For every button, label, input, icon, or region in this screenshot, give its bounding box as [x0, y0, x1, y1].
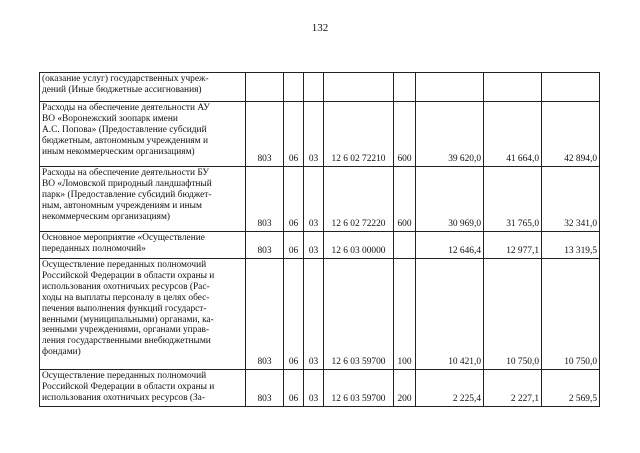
- subsection-code: 03: [304, 370, 324, 407]
- target-article-code: [324, 73, 394, 102]
- amount-year-2: 41 664,0: [484, 102, 542, 167]
- section-code: [284, 73, 304, 102]
- subsection-code: 03: [304, 167, 324, 232]
- ministry-code: 803: [246, 370, 284, 407]
- row-description: (оказание услуг) государственных учреж- дений (Иные бюджетные ассигнования): [40, 73, 246, 102]
- amount-year-3: 2 569,5: [542, 370, 600, 407]
- expense-type-code: 600: [394, 102, 416, 167]
- ministry-code: 803: [246, 102, 284, 167]
- table-row: [40, 167, 600, 232]
- table-row: [40, 259, 600, 370]
- table-row: [40, 73, 600, 102]
- table-row: [40, 232, 600, 259]
- ministry-code: [246, 73, 284, 102]
- subsection-code: 03: [304, 232, 324, 259]
- amount-year-3: 10 750,0: [542, 259, 600, 370]
- amount-year-2: 2 227,1: [484, 370, 542, 407]
- amount-year-1: 10 421,0: [416, 259, 484, 370]
- section-code: 06: [284, 259, 304, 370]
- row-description: Основное мероприятие «Осуществление переданных полномочий»: [40, 232, 246, 259]
- amount-year-2: 12 977,1: [484, 232, 542, 259]
- subsection-code: 03: [304, 259, 324, 370]
- amount-year-3: [542, 73, 600, 102]
- subsection-code: 03: [304, 102, 324, 167]
- expense-type-code: 100: [394, 259, 416, 370]
- section-code: 06: [284, 232, 304, 259]
- ministry-code: 803: [246, 167, 284, 232]
- section-code: 06: [284, 167, 304, 232]
- expense-type-code: [394, 73, 416, 102]
- amount-year-3: 32 341,0: [542, 167, 600, 232]
- subsection-code: [304, 73, 324, 102]
- budget-table: [39, 72, 600, 407]
- row-description: Расходы на обеспечение деятельности БУ ВО «Ломовской природный ландшафтный парк» (Предоставление субсидий бюджет- ным, автономным учреждениям и иным некоммерческим организациям): [40, 167, 246, 232]
- row-description: Расходы на обеспечение деятельности АУ ВО «Воронежский зоопарк имени А.С. Попова» (Предоставление субсидий бюджетным, автономным учреждениям и иным некоммерческим организациям): [40, 102, 246, 167]
- target-article-code: 12 6 02 72220: [324, 167, 394, 232]
- amount-year-1: 2 225,4: [416, 370, 484, 407]
- target-article-code: 12 6 03 00000: [324, 232, 394, 259]
- amount-year-2: [484, 73, 542, 102]
- target-article-code: 12 6 03 59700: [324, 259, 394, 370]
- amount-year-1: 12 646,4: [416, 232, 484, 259]
- target-article-code: 12 6 02 72210: [324, 102, 394, 167]
- ministry-code: 803: [246, 232, 284, 259]
- ministry-code: 803: [246, 259, 284, 370]
- amount-year-2: 10 750,0: [484, 259, 542, 370]
- amount-year-1: 39 620,0: [416, 102, 484, 167]
- expense-type-code: 600: [394, 167, 416, 232]
- row-description: Осуществление переданных полномочий Российской Федерации в области охраны и использования охотничьих ресурсов (За-: [40, 370, 246, 407]
- page-number: 132: [311, 22, 329, 34]
- expense-type-code: [394, 232, 416, 259]
- expense-type-code: 200: [394, 370, 416, 407]
- row-description: Осуществление переданных полномочий Российской Федерации в области охраны и использования охотничьих ресурсов (Рас- ходы на выплаты персоналу в целях обес- печения выполнения функций государст- венными (муниципальными) органами, ка- зенными учреждениями, органами управ- ления государственными внебюджетными фондами): [40, 259, 246, 370]
- amount-year-3: 13 319,5: [542, 232, 600, 259]
- section-code: 06: [284, 102, 304, 167]
- amount-year-3: 42 894,0: [542, 102, 600, 167]
- amount-year-2: 31 765,0: [484, 167, 542, 232]
- amount-year-1: [416, 73, 484, 102]
- target-article-code: 12 6 03 59700: [324, 370, 394, 407]
- section-code: 06: [284, 370, 304, 407]
- table-row: [40, 102, 600, 167]
- amount-year-1: 30 969,0: [416, 167, 484, 232]
- table-row: [40, 370, 600, 407]
